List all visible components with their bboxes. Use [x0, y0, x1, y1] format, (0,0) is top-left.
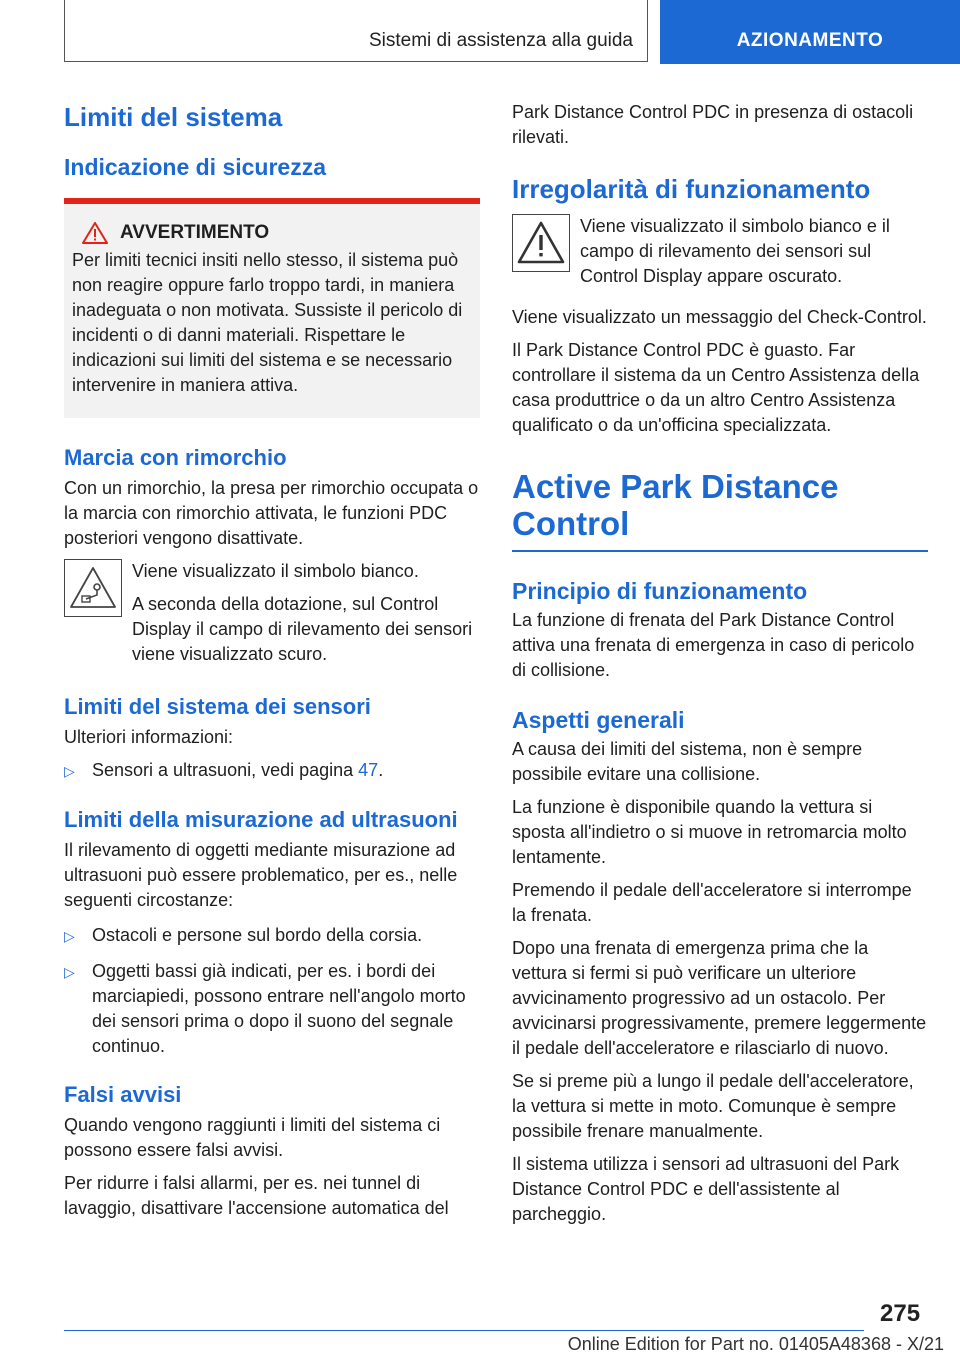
- heading-active-park-distance-control: Active Park Distance Control: [512, 468, 839, 542]
- paragraph-aspetti-6: Il sistema utilizza i sensori ad ultrasuoni del Park Distance Control PDC e dell'assistente al parcheggio.: [512, 1154, 900, 1224]
- heading-indicazione-sicurezza: Indicazione di sicurezza: [64, 154, 327, 180]
- list-item: ▷ Ostacoli e persone sul bordo della corsia.: [64, 923, 480, 949]
- left-column: [64, 100, 480, 1221]
- warning-box: [64, 198, 480, 418]
- bullet-marker-icon: ▷: [64, 763, 75, 779]
- trailer-icon: [68, 565, 118, 611]
- bullet-marker-icon: ▷: [64, 928, 75, 944]
- heading-aspetti: Aspetti generali: [512, 707, 685, 733]
- heading-principio: Principio di funzionamento: [512, 578, 808, 604]
- symbol-row-trailer: [64, 559, 480, 667]
- heading-limiti-sistema: Limiti del sistema: [64, 102, 283, 132]
- paragraph-aspetti-2: La funzione è disponibile quando la vettura si sposta all'indietro o si muove in retromarcia molto lentamente.: [512, 797, 907, 867]
- warning-header: [82, 222, 470, 244]
- list-sensori: [64, 758, 480, 784]
- paragraph-principio: La funzione di frenata del Park Distance Control attiva una frenata di emergenza in caso di pericolo di collisione.: [512, 610, 915, 680]
- page-number: 275: [880, 1300, 921, 1327]
- list-item: ▷ Sensori a ultrasuoni, vedi pagina 47.: [64, 758, 480, 784]
- footer-rule: [64, 1330, 864, 1331]
- right-column: [512, 100, 928, 1227]
- warning-title: AVVERTIMENTO: [120, 222, 270, 243]
- footer-edition: Online Edition for Part no. 01405A48368 - X/21: [567, 1334, 944, 1354]
- header-section-box: [64, 0, 648, 62]
- paragraph-guasto: Il Park Distance Control PDC è guasto. Far controllare il sistema da un Centro Assistenza della casa produttrice o da un altro Centro Assistenza qualificato o da un'officina specializzata.: [512, 340, 920, 435]
- paragraph-continua: Park Distance Control PDC in presenza di ostacoli rilevati.: [512, 102, 914, 147]
- bullet-marker-icon: ▷: [64, 964, 75, 980]
- paragraph-falsi-2: Per ridurre i falsi allarmi, per es. nei tunnel di lavaggio, disattivare l'accensione automatica del: [64, 1173, 449, 1218]
- list-item: ▷ Oggetti bassi già indicati, per es. i bordi dei marciapiedi, possono entrare nell'angolo morto dei sensori prima o dopo il suono del segnale continuo.: [64, 959, 480, 1059]
- paragraph-rimorchio: Con un rimorchio, la presa per rimorchio occupata o la marcia con rimorchio attivata, le funzioni PDC posteriori vengono disattivate.: [64, 478, 479, 548]
- list-misurazione: [64, 923, 480, 1059]
- paragraph-falsi-1: Quando vengono raggiunti i limiti del sistema ci possono essere falsi avvisi.: [64, 1115, 441, 1160]
- paragraph-aspetti-1: A causa dei limiti del sistema, non è sempre possibile evitare una collisione.: [512, 739, 863, 784]
- header-section-title: Sistemi di assistenza alla guida: [368, 30, 633, 51]
- paragraph-simbolo-bianco-campo: Viene visualizzato il simbolo bianco e il campo di rilevamento dei sensori sul Control Display appare oscurato.: [580, 216, 890, 286]
- trailer-symbol-box: [64, 559, 122, 617]
- warning-triangle-icon: [516, 220, 566, 266]
- heading-limiti-sensori: Limiti del sistema dei sensori: [64, 694, 371, 719]
- heading-limiti-misurazione: Limiti della misurazione ad ultrasuoni: [64, 807, 458, 832]
- heading-marcia-rimorchio: Marcia con rimorchio: [64, 445, 287, 470]
- heading-rule: [512, 550, 928, 552]
- page-link-47[interactable]: 47: [358, 760, 379, 780]
- symbol-row-warning: [512, 214, 928, 289]
- header-chapter-tab[interactable]: [660, 0, 960, 64]
- header-chapter-title: AZIONAMENTO: [736, 30, 884, 51]
- paragraph-aspetti-5: Se si preme più a lungo il pedale dell'acceleratore, la vettura si mette in moto. Comunque è sempre possibile frenare manualmente.: [512, 1071, 914, 1141]
- paragraph-ulteriori: Ulteriori informazioni:: [64, 727, 234, 747]
- warning-symbol-box: [512, 214, 570, 272]
- warning-triangle-icon: [82, 222, 108, 244]
- trailer-symbol-text: [132, 559, 480, 667]
- paragraph-checkcontrol: Viene visualizzato un messaggio del Check-Control.: [512, 307, 927, 327]
- paragraph-simbolo-bianco: Viene visualizzato il simbolo bianco.: [132, 561, 419, 581]
- heading-falsi-avvisi: Falsi avvisi: [64, 1082, 182, 1107]
- paragraph-misurazione: Il rilevamento di oggetti mediante misurazione ad ultrasuoni può essere problematico, per es., nelle seguenti circostanze:: [64, 840, 458, 910]
- warning-text: Per limiti tecnici insiti nello stesso, il sistema può non reagire oppure farlo troppo tardi, in maniera inadeguata o non motivata. Sussiste il pericolo di incidenti o di danni materiali. Rispettare le indicazioni sui limiti del sistema e se necessario intervenire in maniera attiva.: [72, 250, 463, 395]
- heading-irregolarita: Irregolarità di funzionamento: [512, 174, 871, 204]
- paragraph-dotazione: A seconda della dotazione, sul Control Display il campo di rilevamento dei sensori viene visualizzato scuro.: [132, 594, 473, 664]
- paragraph-aspetti-4: Dopo una frenata di emergenza prima che la vettura si fermi si può verificare un ulteriore avvicinamento progressivo ad un ostacolo. Per avvicinarsi progressivamente, premere leggermente il pedale dell'acceleratore e rilasciarlo di nuovo.: [512, 938, 927, 1058]
- paragraph-aspetti-3: Premendo il pedale dell'acceleratore si interrompe la frenata.: [512, 880, 912, 925]
